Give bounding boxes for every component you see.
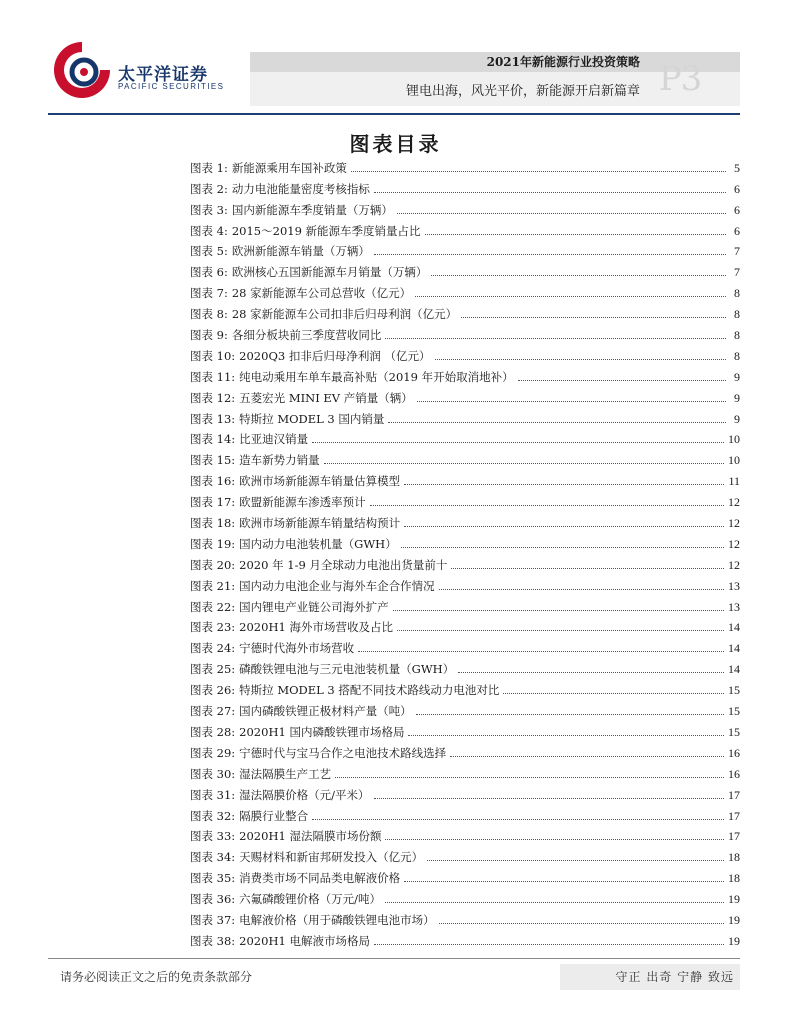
- toc-dot-leader: [450, 756, 724, 757]
- toc-entry-title: 国内新能源车季度销量（万辆）: [231, 202, 393, 217]
- brand-emblem-icon: [50, 38, 114, 102]
- toc-dot-leader: [374, 192, 726, 193]
- toc-dot-leader: [397, 213, 726, 214]
- toc-entry[interactable]: [190, 322, 740, 343]
- toc-dot-leader: [385, 902, 724, 903]
- toc-entry[interactable]: [190, 594, 740, 615]
- toc-entry-page: 17: [728, 808, 740, 823]
- toc-dot-leader: [518, 380, 726, 381]
- toc-dot-leader: [374, 798, 724, 799]
- toc-entry-page: 8: [734, 286, 740, 301]
- toc-entry-title: 国内锂电产业链公司海外扩产: [239, 599, 389, 614]
- toc-entry-title: 天赐材料和新宙邦研发投入（亿元）: [239, 850, 424, 865]
- toc-entry-title: 电解液价格（用于磷酸铁锂电池市场）: [239, 912, 435, 927]
- toc-entry-label: 图表 18:: [190, 516, 236, 531]
- toc-entry[interactable]: [190, 865, 740, 886]
- toc-entry-page: 12: [728, 536, 740, 551]
- header-divider: [48, 113, 740, 115]
- toc-entry[interactable]: [190, 468, 740, 489]
- toc-entry-label: 图表 15:: [190, 453, 236, 468]
- toc-dot-leader: [427, 860, 724, 861]
- toc-entry-title: 欧盟新能源车渗透率预计: [239, 495, 366, 510]
- toc-entry[interactable]: [190, 656, 740, 677]
- toc-entry-label: 图表 23:: [190, 620, 236, 635]
- toc-entry[interactable]: [190, 510, 740, 531]
- toc-entry-page: 18: [728, 850, 740, 865]
- toc-entry-page: 12: [728, 516, 740, 531]
- toc-entry[interactable]: [190, 761, 740, 782]
- toc-dot-leader: [374, 254, 726, 255]
- toc-entry-label: 图表 31:: [190, 787, 236, 802]
- toc-dot-leader: [451, 568, 724, 569]
- toc-dot-leader: [458, 672, 724, 673]
- toc-entry-label: 图表 20:: [190, 557, 236, 572]
- toc-entry-label: 图表 28:: [190, 724, 236, 739]
- toc-entry[interactable]: [190, 740, 740, 761]
- toc-entry-page: 18: [728, 871, 740, 886]
- toc-entry-label: 图表 37:: [190, 912, 236, 927]
- toc-entry-page: 15: [728, 704, 740, 719]
- toc-entry-title: 国内磷酸铁锂正极材料产量（吨）: [239, 704, 412, 719]
- toc-entry-label: 图表 33:: [190, 829, 236, 844]
- toc-entry-title: 磷酸铁锂电池与三元电池装机量（GWH）: [239, 662, 455, 677]
- toc-entry[interactable]: [190, 824, 740, 845]
- toc-dot-leader: [351, 171, 726, 172]
- toc-entry-title: 比亚迪汉销量: [239, 432, 309, 447]
- toc-entry[interactable]: [190, 531, 740, 552]
- toc-dot-leader: [439, 923, 724, 924]
- toc-entry-page: 5: [734, 160, 740, 175]
- toc-entry-page: 9: [734, 390, 740, 405]
- report-subtitle: 锂电出海，风光平价，新能源开启新篇章: [405, 84, 640, 99]
- footer-divider: [48, 958, 740, 959]
- toc-title: 图表目录: [349, 132, 442, 156]
- toc-entry-title: 六氟磷酸锂价格（万元/吨）: [239, 892, 382, 907]
- toc-entry-label: 图表 38:: [190, 933, 236, 948]
- toc-entry-title: 特斯拉 MODEL 3 国内销量: [239, 411, 385, 426]
- toc-entry-title: 宁德时代海外市场营收: [239, 641, 355, 656]
- footer-motto: 守正 出奇 宁静 致远: [560, 964, 740, 990]
- toc-entry-label: 图表 11:: [190, 369, 236, 384]
- toc-entry-label: 图表 14:: [190, 432, 236, 447]
- toc-entry-label: 图表 17:: [190, 495, 236, 510]
- toc-entry-title: 隔膜行业整合: [239, 808, 309, 823]
- toc-entry-page: 14: [728, 620, 740, 635]
- toc-entry-title: 湿法隔膜价格（元/平米）: [239, 787, 370, 802]
- toc-entry-label: 图表 8:: [190, 307, 228, 322]
- toc-entry[interactable]: [190, 239, 740, 260]
- toc-entry-label: 图表 22:: [190, 599, 236, 614]
- toc-entry-label: 图表 9:: [190, 328, 228, 343]
- toc-entry-page: 8: [734, 348, 740, 363]
- toc-entry-label: 图表 12:: [190, 390, 236, 405]
- toc-entry-page: 15: [728, 683, 740, 698]
- toc-entry-page: 17: [728, 787, 740, 802]
- toc-entry-page: 12: [728, 557, 740, 572]
- toc-dot-leader: [503, 693, 724, 694]
- toc-entry[interactable]: [190, 844, 740, 865]
- toc-dot-leader: [397, 630, 724, 631]
- toc-entry-title: 动力电池能量密度考核指标: [231, 181, 370, 196]
- toc-entry-page: 16: [728, 745, 740, 760]
- toc-entry-title: 造车新势力销量: [239, 453, 320, 468]
- toc-entry-title: 五菱宏光 MINI EV 产销量（辆）: [239, 390, 413, 405]
- toc-entry-page: 12: [728, 495, 740, 510]
- toc-dot-leader: [435, 359, 727, 360]
- toc-entry-label: 图表 7:: [190, 286, 228, 301]
- toc-entry-page: 14: [728, 641, 740, 656]
- toc-entry[interactable]: [190, 364, 740, 385]
- toc-entry-title: 特斯拉 MODEL 3 搭配不同技术路线动力电池对比: [239, 683, 500, 698]
- toc-entry-page: 7: [734, 244, 740, 259]
- toc-entry[interactable]: [190, 280, 740, 301]
- footer-disclaimer: 请务必阅读正文之后的免责条款部分: [60, 970, 253, 984]
- toc-entry-title: 欧洲核心五国新能源车月销量（万辆）: [231, 265, 428, 280]
- toc-entry[interactable]: [190, 886, 740, 907]
- toc-entry-title: 欧洲市场新能源车销量结构预计: [239, 516, 401, 531]
- toc-entry[interactable]: [190, 615, 740, 636]
- toc-dot-leader: [385, 839, 724, 840]
- toc-entry[interactable]: [190, 218, 740, 239]
- toc-entry-label: 图表 4:: [190, 223, 228, 238]
- toc-entry[interactable]: [190, 406, 740, 427]
- toc-entry-label: 图表 13:: [190, 411, 236, 426]
- toc-entry-page: 9: [734, 411, 740, 426]
- toc-entry-title: 宁德时代与宝马合作之电池技术路线选择: [239, 745, 447, 760]
- toc-entry-page: 8: [734, 328, 740, 343]
- toc-entry[interactable]: [190, 197, 740, 218]
- toc-entry-page: 10: [728, 432, 740, 447]
- toc-entry-title: 2020H1 海外市场营收及占比: [239, 620, 393, 635]
- report-title: 2021年新能源行业投资策略: [486, 55, 640, 69]
- toc-entry-label: 图表 5:: [190, 244, 228, 259]
- toc-entry-page: 9: [734, 369, 740, 384]
- toc-entry[interactable]: [190, 573, 740, 594]
- toc-entry-label: 图表 26:: [190, 683, 236, 698]
- toc-dot-leader: [425, 234, 726, 235]
- toc-entry-page: 19: [728, 933, 740, 948]
- toc-entry-title: 2020H1 电解液市场格局: [239, 933, 370, 948]
- toc-entry-label: 图表 3:: [190, 202, 228, 217]
- toc-entry-label: 图表 10:: [190, 348, 236, 363]
- toc-entry-title: 各细分板块前三季度营收同比: [231, 328, 382, 343]
- toc-entry-page: 16: [728, 766, 740, 781]
- toc-entry-label: 图表 16:: [190, 474, 236, 489]
- toc-dot-leader: [324, 463, 724, 464]
- toc-entry-title: 新能源乘用车国补政策: [231, 160, 347, 175]
- toc-entry[interactable]: [190, 259, 740, 280]
- toc-entry-page: 19: [728, 912, 740, 927]
- toc-entry-title: 湿法隔膜生产工艺: [239, 766, 332, 781]
- toc-dot-leader: [312, 442, 724, 443]
- toc-entry-label: 图表 30:: [190, 766, 236, 781]
- toc-entry-label: 图表 25:: [190, 662, 236, 677]
- toc-entry[interactable]: [190, 552, 740, 573]
- toc-entry[interactable]: [190, 719, 740, 740]
- toc-dot-leader: [388, 422, 726, 423]
- toc-entry[interactable]: [190, 677, 740, 698]
- toc-entry-label: 图表 36:: [190, 892, 236, 907]
- toc-entry-label: 图表 34:: [190, 850, 236, 865]
- toc-dot-leader: [415, 296, 726, 297]
- toc-entry-page: 11: [728, 474, 740, 489]
- toc-entry-title: 欧洲新能源车销量（万辆）: [231, 244, 370, 259]
- toc-entry-label: 图表 1:: [190, 160, 228, 175]
- toc-entry-label: 图表 19:: [190, 536, 236, 551]
- toc-entry-page: 6: [734, 202, 740, 217]
- toc-entry-label: 图表 21:: [190, 578, 236, 593]
- toc-entry-title: 消费类市场不同品类电解液价格: [239, 871, 401, 886]
- page-number-mark: P3: [658, 59, 702, 99]
- toc-entry-page: 19: [728, 892, 740, 907]
- toc-dot-leader: [393, 610, 724, 611]
- toc-dot-leader: [374, 944, 724, 945]
- toc-entry-page: 8: [734, 307, 740, 322]
- toc-dot-leader: [385, 338, 726, 339]
- toc-entry[interactable]: [190, 803, 740, 824]
- toc-dot-leader: [417, 401, 726, 402]
- toc-entry[interactable]: [190, 782, 740, 803]
- brand-name-cn: 太平洋证券: [118, 65, 208, 85]
- toc-entry[interactable]: [190, 301, 740, 322]
- toc-entry-label: 图表 24:: [190, 641, 236, 656]
- toc-entry-label: 图表 29:: [190, 745, 236, 760]
- toc-entry-title: 28 家新能源车公司扣非后归母利润（亿元）: [231, 307, 458, 322]
- toc-entry-label: 图表 35:: [190, 871, 236, 886]
- toc-entry-title: 国内动力电池企业与海外车企合作情况: [239, 578, 435, 593]
- toc-dot-leader: [404, 526, 724, 527]
- figure-toc-list: [190, 155, 740, 949]
- toc-entry-title: 2015～2019 新能源车季度销量占比: [231, 223, 421, 238]
- toc-entry-label: 图表 2:: [190, 181, 228, 196]
- brand-logo: [50, 38, 250, 102]
- toc-entry[interactable]: [190, 489, 740, 510]
- toc-entry[interactable]: [190, 635, 740, 656]
- toc-entry-page: 7: [734, 265, 740, 280]
- toc-entry[interactable]: [190, 698, 740, 719]
- toc-dot-leader: [312, 819, 724, 820]
- toc-dot-leader: [408, 735, 724, 736]
- toc-entry-title: 28 家新能源车公司总营收（亿元）: [231, 286, 412, 301]
- toc-entry[interactable]: [190, 385, 740, 406]
- toc-dot-leader: [404, 881, 724, 882]
- toc-entry-title: 国内动力电池装机量（GWH）: [239, 536, 397, 551]
- toc-dot-leader: [370, 505, 724, 506]
- brand-name-en: PACIFIC SECURITIES: [118, 82, 225, 91]
- toc-entry-title: 2020H1 湿法隔膜市场份额: [239, 829, 382, 844]
- toc-dot-leader: [335, 777, 724, 778]
- toc-dot-leader: [404, 484, 724, 485]
- toc-entry[interactable]: [190, 907, 740, 928]
- toc-entry-label: 图表 6:: [190, 265, 228, 280]
- toc-entry-page: 6: [734, 223, 740, 238]
- toc-entry-title: 2020 年 1-9 月全球动力电池出货量前十: [239, 557, 448, 572]
- toc-entry-page: 17: [728, 829, 740, 844]
- toc-entry[interactable]: [190, 928, 740, 949]
- toc-entry[interactable]: [190, 447, 740, 468]
- toc-entry-title: 欧洲市场新能源车销量估算模型: [239, 474, 401, 489]
- toc-dot-leader: [358, 651, 724, 652]
- toc-entry-page: 6: [734, 181, 740, 196]
- toc-entry[interactable]: [190, 155, 740, 176]
- toc-entry-page: 13: [728, 578, 740, 593]
- toc-dot-leader: [431, 275, 726, 276]
- toc-entry-page: 15: [728, 724, 740, 739]
- toc-entry[interactable]: [190, 427, 740, 448]
- toc-dot-leader: [401, 547, 724, 548]
- toc-entry-page: 10: [728, 453, 740, 468]
- toc-entry-page: 14: [728, 662, 740, 677]
- toc-entry[interactable]: [190, 343, 740, 364]
- toc-entry-title: 2020Q3 扣非后归母净利润 （亿元）: [239, 348, 431, 363]
- toc-entry-page: 13: [728, 599, 740, 614]
- toc-entry-label: 图表 27:: [190, 704, 236, 719]
- toc-entry-label: 图表 32:: [190, 808, 236, 823]
- toc-dot-leader: [416, 714, 724, 715]
- toc-entry[interactable]: [190, 176, 740, 197]
- toc-dot-leader: [461, 317, 726, 318]
- toc-dot-leader: [439, 589, 724, 590]
- toc-entry-title: 纯电动乘用车单车最高补贴（2019 年开始取消地补）: [239, 369, 514, 384]
- toc-entry-title: 2020H1 国内磷酸铁锂市场格局: [239, 724, 405, 739]
